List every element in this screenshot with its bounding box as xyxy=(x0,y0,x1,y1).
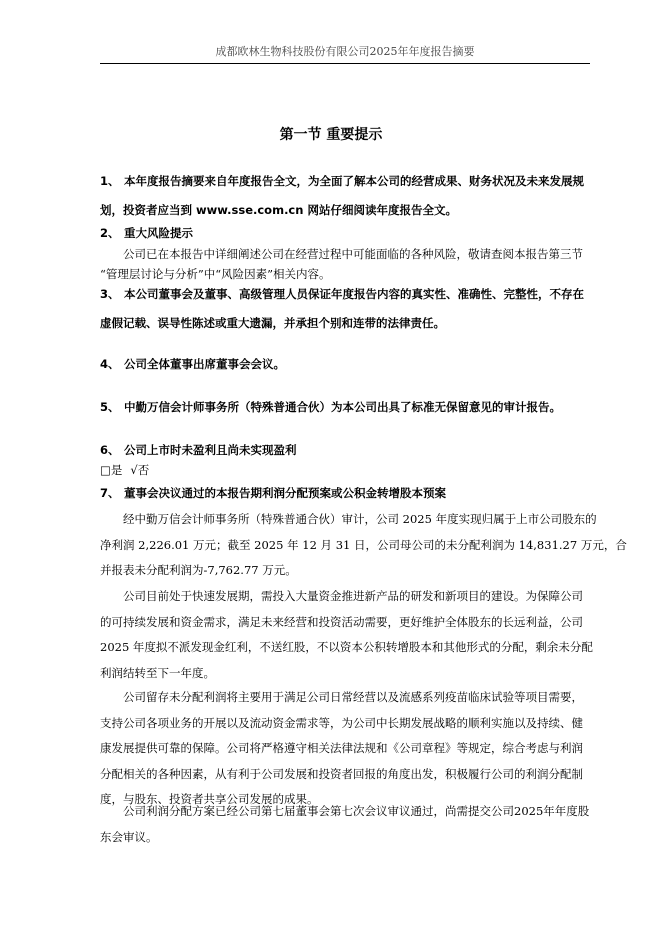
paragraph-line: 净利润 2,226.01 万元；截至 2025 年 12 月 31 日，公司母公司的未分配利润为 14,831.27 万元，合 xyxy=(100,537,627,552)
checkbox-no: √否 xyxy=(130,463,150,477)
item-text-cont: 划，投资者应当到 www.sse.com.cn 网站仔细阅读年度报告全文。 xyxy=(100,203,457,217)
paragraph-line: 分配相关的各种因素，从有利于公司发展和投资者回报的角度出发，积极履行公司的利润分配制 xyxy=(100,766,583,781)
item-7 xyxy=(100,479,594,508)
section-title: 第一节 重要提示 xyxy=(279,127,383,143)
paragraph-line: 公司留存未分配利润将主要用于满足公司日常经营以及流感系列疫苗临床试验等项目需要， xyxy=(123,690,583,704)
paragraph-line: 利润结转至下一年度。 xyxy=(100,665,215,680)
item-text: 公司全体董事出席董事会会议。 xyxy=(124,357,285,371)
item-number: 6、 xyxy=(100,443,120,457)
item-text-cont: 虚假记载、误导性陈述或重大遗漏，并承担个别和连带的法律责任。 xyxy=(100,316,445,330)
paragraph-line: 度，与股东、投资者共享公司发展的成果。 xyxy=(100,792,319,806)
paragraph-approval xyxy=(100,799,592,850)
item-text: 本公司董事会及董事、高级管理人员保证年度报告内容的真实性、准确性、完整性，不存在 xyxy=(124,287,584,301)
paragraph-line: 经中勤万信会计师事务所（特殊普通合伙）审计，公司 2025 年度实现归属于上市公司股东的 xyxy=(123,512,597,526)
item-number: 2、 xyxy=(100,226,120,240)
item-1 xyxy=(100,167,594,225)
paragraph-line: 并报表未分配利润为-7,762.77 万元。 xyxy=(100,563,297,577)
item-number: 3、 xyxy=(100,287,120,301)
paragraph-audit xyxy=(100,507,627,584)
item-text: 本年度报告摘要来自年度报告全文，为全面了解本公司的经营成果、财务状况及未来发展规 xyxy=(124,174,584,188)
item-text: 中勤万信会计师事务所（特殊普通合伙）为本公司出具了标准无保留意见的审计报告。 xyxy=(124,400,561,414)
item-5 xyxy=(100,393,594,422)
item-text: 重大风险提示 xyxy=(124,226,193,240)
item-number: 7、 xyxy=(100,486,120,500)
page-header: 成都欧林生物科技股份有限公司2025年年度报告摘要 xyxy=(100,44,590,64)
item-4 xyxy=(100,350,594,379)
paragraph-line: 康发展提供可靠的保障。公司将严格遵守相关法律法规和《公司章程》等规定，综合考虑与利润 xyxy=(100,741,583,755)
paragraph-line: 公司已在本报告中详细阐述公司在经营过程中可能面临的各种风险，敬请查阅本报告第三节 xyxy=(123,247,583,261)
item-6 xyxy=(100,436,594,465)
item-text: 公司上市时未盈利且尚未实现盈利 xyxy=(124,443,297,457)
paragraph-line: 公司利润分配方案已经公司第七届董事会第七次会议审议通过，尚需提交公司2025年年度股 xyxy=(123,804,590,818)
item-number: 5、 xyxy=(100,400,120,414)
item-3 xyxy=(100,280,594,338)
paragraph-retained-profit xyxy=(100,685,592,813)
paragraph-line: 2025 年度拟不派发现金红利，不送红股，不以资本公积转增股本和其他形式的分配，剩余未分配 xyxy=(100,640,593,654)
paragraph-line: 公司目前处于快速发展期，需投入大量资金推进新产品的研发和新项目的建设。为保障公司 xyxy=(123,589,583,603)
paragraph-line: 的可持续发展和资金需求，满足未来经营和投资活动需要，更好维护全体股东的长远利益，公司 xyxy=(100,614,583,629)
paragraph-dividend-plan xyxy=(100,584,592,686)
checkbox-yes: □是 xyxy=(100,463,123,477)
profit-checkbox-row xyxy=(100,462,157,478)
item-number: 1、 xyxy=(100,174,120,188)
paragraph-line: 东会审议。 xyxy=(100,829,158,844)
paragraph-line: 支持公司各项业务的开展以及流动资金需求等，为公司中长期发展战略的顺利实施以及持续、健 xyxy=(100,715,583,730)
paragraph-line: “管理层讨论与分析”中“风险因素”相关内容。 xyxy=(100,267,331,281)
item-number: 4、 xyxy=(100,357,120,371)
item-text: 董事会决议通过的本报告期利润分配预案或公积金转增股本预案 xyxy=(124,486,446,500)
risk-paragraph xyxy=(100,244,592,284)
